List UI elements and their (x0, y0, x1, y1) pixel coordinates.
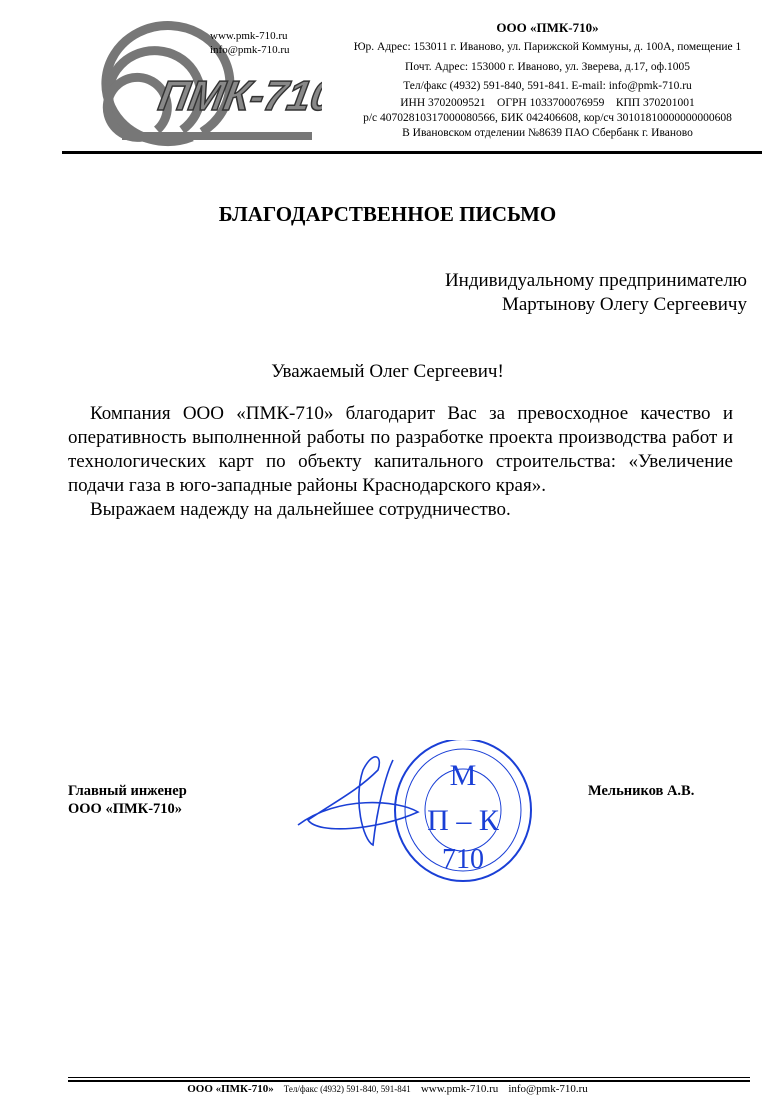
signatory-company: ООО «ПМК-710» (68, 801, 183, 817)
header-website: www.pmk-710.ru (210, 30, 288, 42)
header-company: ООО «ПМК-710» (496, 20, 599, 35)
recipient-line: Индивидуальному предпринимателю (444, 270, 747, 291)
header-line: Тел/факс (4932) 591-840, 591-841. E-mail: info@pmk-710.ru (403, 80, 692, 92)
footer-email: info@pmk-710.ru (508, 1083, 588, 1095)
recipient-line: Мартынову Олегу Сергеевичу (501, 294, 747, 315)
header-line: В Ивановском отделении №8639 ПАО Сбербанк г. Иваново (402, 127, 693, 139)
body-paragraph: Выражаем надежду на дальнейшее сотрудничество. (90, 499, 511, 520)
svg-text:710: 710 (442, 844, 484, 875)
header-divider (62, 151, 762, 154)
footer-divider (68, 1077, 750, 1082)
header-line: Почт. Адрес: 153000 г. Иваново, ул. Зверева, д.17, оф.1005 (405, 61, 690, 73)
svg-text:М: М (449, 759, 477, 792)
footer-company: ООО «ПМК-710» (187, 1083, 274, 1095)
letter-title: БЛАГОДАРСТВЕННОЕ ПИСЬМО (218, 202, 557, 226)
footer-website: www.pmk-710.ru (420, 1083, 499, 1095)
header-line: р/с 40702810317000080566, БИК 042406608, кор/сч 30101810000000000608 (363, 112, 732, 124)
svg-text:ПМК-710: ПМК-710 (155, 72, 322, 119)
greeting: Уважаемый Олег Сергеевич! (271, 361, 504, 382)
signatory-position: Главный инженер (68, 783, 187, 799)
signatory-name: Мельников А.В. (588, 783, 695, 799)
footer (0, 1083, 775, 1095)
body-paragraph: Компания ООО «ПМК-710» благодарит Вас за превосходное качество и оперативность выполненной работы по разработке проекта производства работ и технологических карт по объекту капитального строительства: «Увеличение подачи газа в юго-западные районы Краснодарского края». (68, 403, 733, 496)
header-email: info@pmk-710.ru (210, 44, 290, 56)
svg-text:П – К: П – К (427, 804, 499, 837)
header-line: ИНН 3702009521 ОГРН 1033700076959 КПП 370201001 (400, 97, 695, 109)
footer-phone: Тел/факс (4932) 591-840, 591-841 (283, 1084, 411, 1094)
company-stamp (278, 740, 538, 885)
header-line: Юр. Адрес: 153011 г. Иваново, ул. Парижской Коммуны, д. 100А, помещение 1 (353, 41, 742, 53)
